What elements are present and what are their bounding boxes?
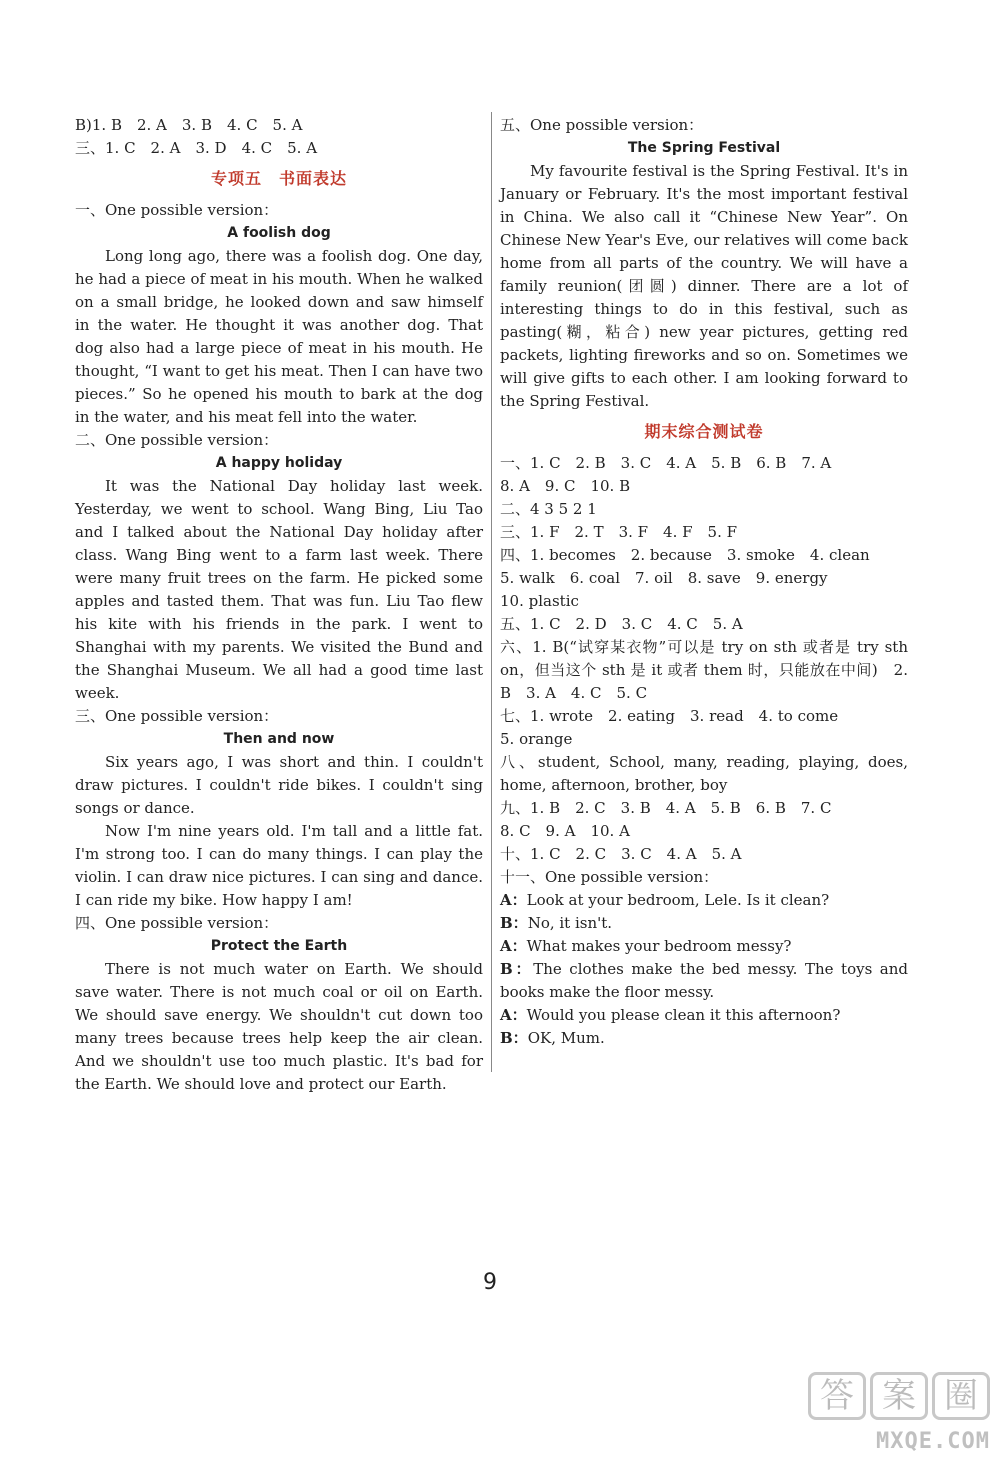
speaker-label: B： bbox=[500, 914, 528, 932]
essay-paragraph: Now I'm nine years old. I'm tall and a little fat. I'm strong too. I can do many things. I can play the violin. I can draw nice pictures. I can sing and dance. I can ride my bike. How happy I am! bbox=[75, 822, 483, 909]
watermark-glyph: 圈 bbox=[932, 1372, 990, 1420]
essay-paragraph: Six years ago, I was short and thin. I couldn't draw pictures. I couldn't ride bikes. I couldn't sing songs or dance. bbox=[75, 753, 483, 817]
answer-line: 十一、One possible version： bbox=[500, 868, 719, 886]
answer-line: 8. C 9. A 10. A bbox=[500, 822, 630, 840]
essay-title: A happy holiday bbox=[215, 455, 343, 471]
essay-title: Protect the Earth bbox=[210, 938, 348, 954]
answer-line: 5. orange bbox=[500, 730, 573, 748]
answer-line: 九、1. B 2. C 3. B 4. A 5. B 6. B 7. C bbox=[500, 799, 832, 817]
answer-line: B)1. B 2. A 3. B 4. C 5. A bbox=[75, 116, 303, 134]
dialogue-line bbox=[500, 935, 908, 958]
dialogue-line bbox=[500, 1027, 908, 1050]
dialogue-line bbox=[500, 958, 908, 1004]
essay-title: The Spring Festival bbox=[627, 140, 781, 156]
page-number: 9 bbox=[483, 1270, 497, 1295]
answer-line: 七、1. wrote 2. eating 3. read 4. to come bbox=[500, 707, 839, 725]
watermark-logo bbox=[794, 1372, 990, 1454]
answer-line: 二、4 3 5 2 1 bbox=[500, 500, 597, 518]
essay-paragraph: There is not much water on Earth. We should save water. There is not much coal or oil on Earth. We should save energy. We shouldn't cut down too many trees because trees help keep the air clean. And we shouldn't use too much plastic. It's bad for the Earth. We should love and protect our Earth. bbox=[75, 960, 483, 1093]
answer-line: 三、1. F 2. T 3. F 4. F 5. F bbox=[500, 523, 738, 541]
dialogue-text: Would you please clean it this afternoon? bbox=[526, 1006, 841, 1024]
answer-line: 10. plastic bbox=[500, 592, 579, 610]
dialogue-text: No, it isn't. bbox=[527, 914, 613, 932]
right-column bbox=[500, 114, 908, 1050]
essay-paragraph: Long long ago, there was a foolish dog. One day, he had a piece of meat in his mouth. When he walked on a small bridge, he looked down and saw himself in the water. He thought it was another dog. That dog also had a large piece of meat in his mouth. He thought, “I want to get his meat. Then I can have two pieces.” So he opened his mouth to bark at the dog in the water, and his meat fell into the water. bbox=[75, 247, 483, 426]
answer-line: 六、1. B(“试穿某衣物”可以是 try on sth 或者是 try sth on，但当这个 sth 是 it 或者 them 时，只能放在中间) 2. B 3. A 4. C 5. C bbox=[500, 638, 908, 702]
left-column bbox=[75, 114, 483, 1096]
section-title-writing: 专项五 书面表达 bbox=[210, 169, 347, 188]
speaker-label: A： bbox=[500, 1006, 527, 1024]
essay-label: 四、One possible version： bbox=[75, 914, 279, 932]
answer-line: 8. A 9. C 10. B bbox=[500, 477, 631, 495]
essay-label: 三、One possible version： bbox=[75, 707, 279, 725]
dialogue-line bbox=[500, 1004, 908, 1027]
column-divider bbox=[491, 112, 492, 1072]
section-title-final-test: 期末综合测试卷 bbox=[644, 422, 764, 441]
answer-line: 四、1. becomes 2. because 3. smoke 4. clean bbox=[500, 546, 870, 564]
essay-title: Then and now bbox=[223, 731, 335, 747]
answer-line: 八、student, School, many, reading, playing, does, home, afternoon, brother, boy bbox=[500, 753, 908, 794]
answer-line: 十、1. C 2. C 3. C 4. A 5. A bbox=[500, 845, 742, 863]
essay-label: 二、One possible version： bbox=[75, 431, 279, 449]
dialogue-line bbox=[500, 912, 908, 935]
watermark-glyph: 答 bbox=[808, 1372, 866, 1420]
answer-line: 一、1. C 2. B 3. C 4. A 5. B 6. B 7. A bbox=[500, 454, 832, 472]
speaker-label: B： bbox=[500, 1029, 528, 1047]
speaker-label: A： bbox=[500, 891, 527, 909]
answer-line: 三、1. C 2. A 3. D 4. C 5. A bbox=[75, 139, 318, 157]
speaker-label: A： bbox=[500, 937, 527, 955]
speaker-label: B： bbox=[500, 960, 534, 978]
essay-label: 五、One possible version： bbox=[500, 116, 704, 134]
watermark-text: MXQE.COM bbox=[876, 1429, 990, 1454]
answer-line: 五、1. C 2. D 3. C 4. C 5. A bbox=[500, 615, 743, 633]
essay-label: 一、One possible version： bbox=[75, 201, 279, 219]
dialogue-text: The clothes make the bed messy. The toys and books make the floor messy. bbox=[500, 960, 909, 1001]
dialogue-text: Look at your bedroom, Lele. Is it clean? bbox=[526, 891, 830, 909]
answer-line: 5. walk 6. coal 7. oil 8. save 9. energy bbox=[500, 569, 828, 587]
dialogue-text: OK, Mum. bbox=[527, 1029, 605, 1047]
essay-paragraph: My favourite festival is the Spring Festival. It's in January or February. It's the most important festival in China. We also call it “Chinese New Year”. On Chinese New Year's Eve, our relatives will come back home from all parts of the country. We will have a family reunion(团圆) dinner. There are a lot of interesting things to do in this festival, such as pasting(糊，粘合) new year pictures, getting red packets, lighting fireworks and so on. Sometimes we will give gifts to each other. I am looking forward to the Spring Festival. bbox=[500, 162, 908, 410]
essay-title: A foolish dog bbox=[227, 225, 331, 241]
dialogue-text: What makes your bedroom messy? bbox=[526, 937, 792, 955]
essay-paragraph: It was the National Day holiday last week. Yesterday, we went to school. Wang Bing, Liu Tao and I talked about the National Day holiday after class. Wang Bing went to a farm last week. There were many fruit trees on the farm. He picked some apples and tasted them. That was fun. Liu Tao flew his kite with his friends in the park. I went to Shanghai with my parents. We visited the Bund and the Shanghai Museum. We all had a good time last week. bbox=[75, 477, 483, 702]
dialogue-line bbox=[500, 889, 908, 912]
watermark-glyph: 案 bbox=[870, 1372, 928, 1420]
